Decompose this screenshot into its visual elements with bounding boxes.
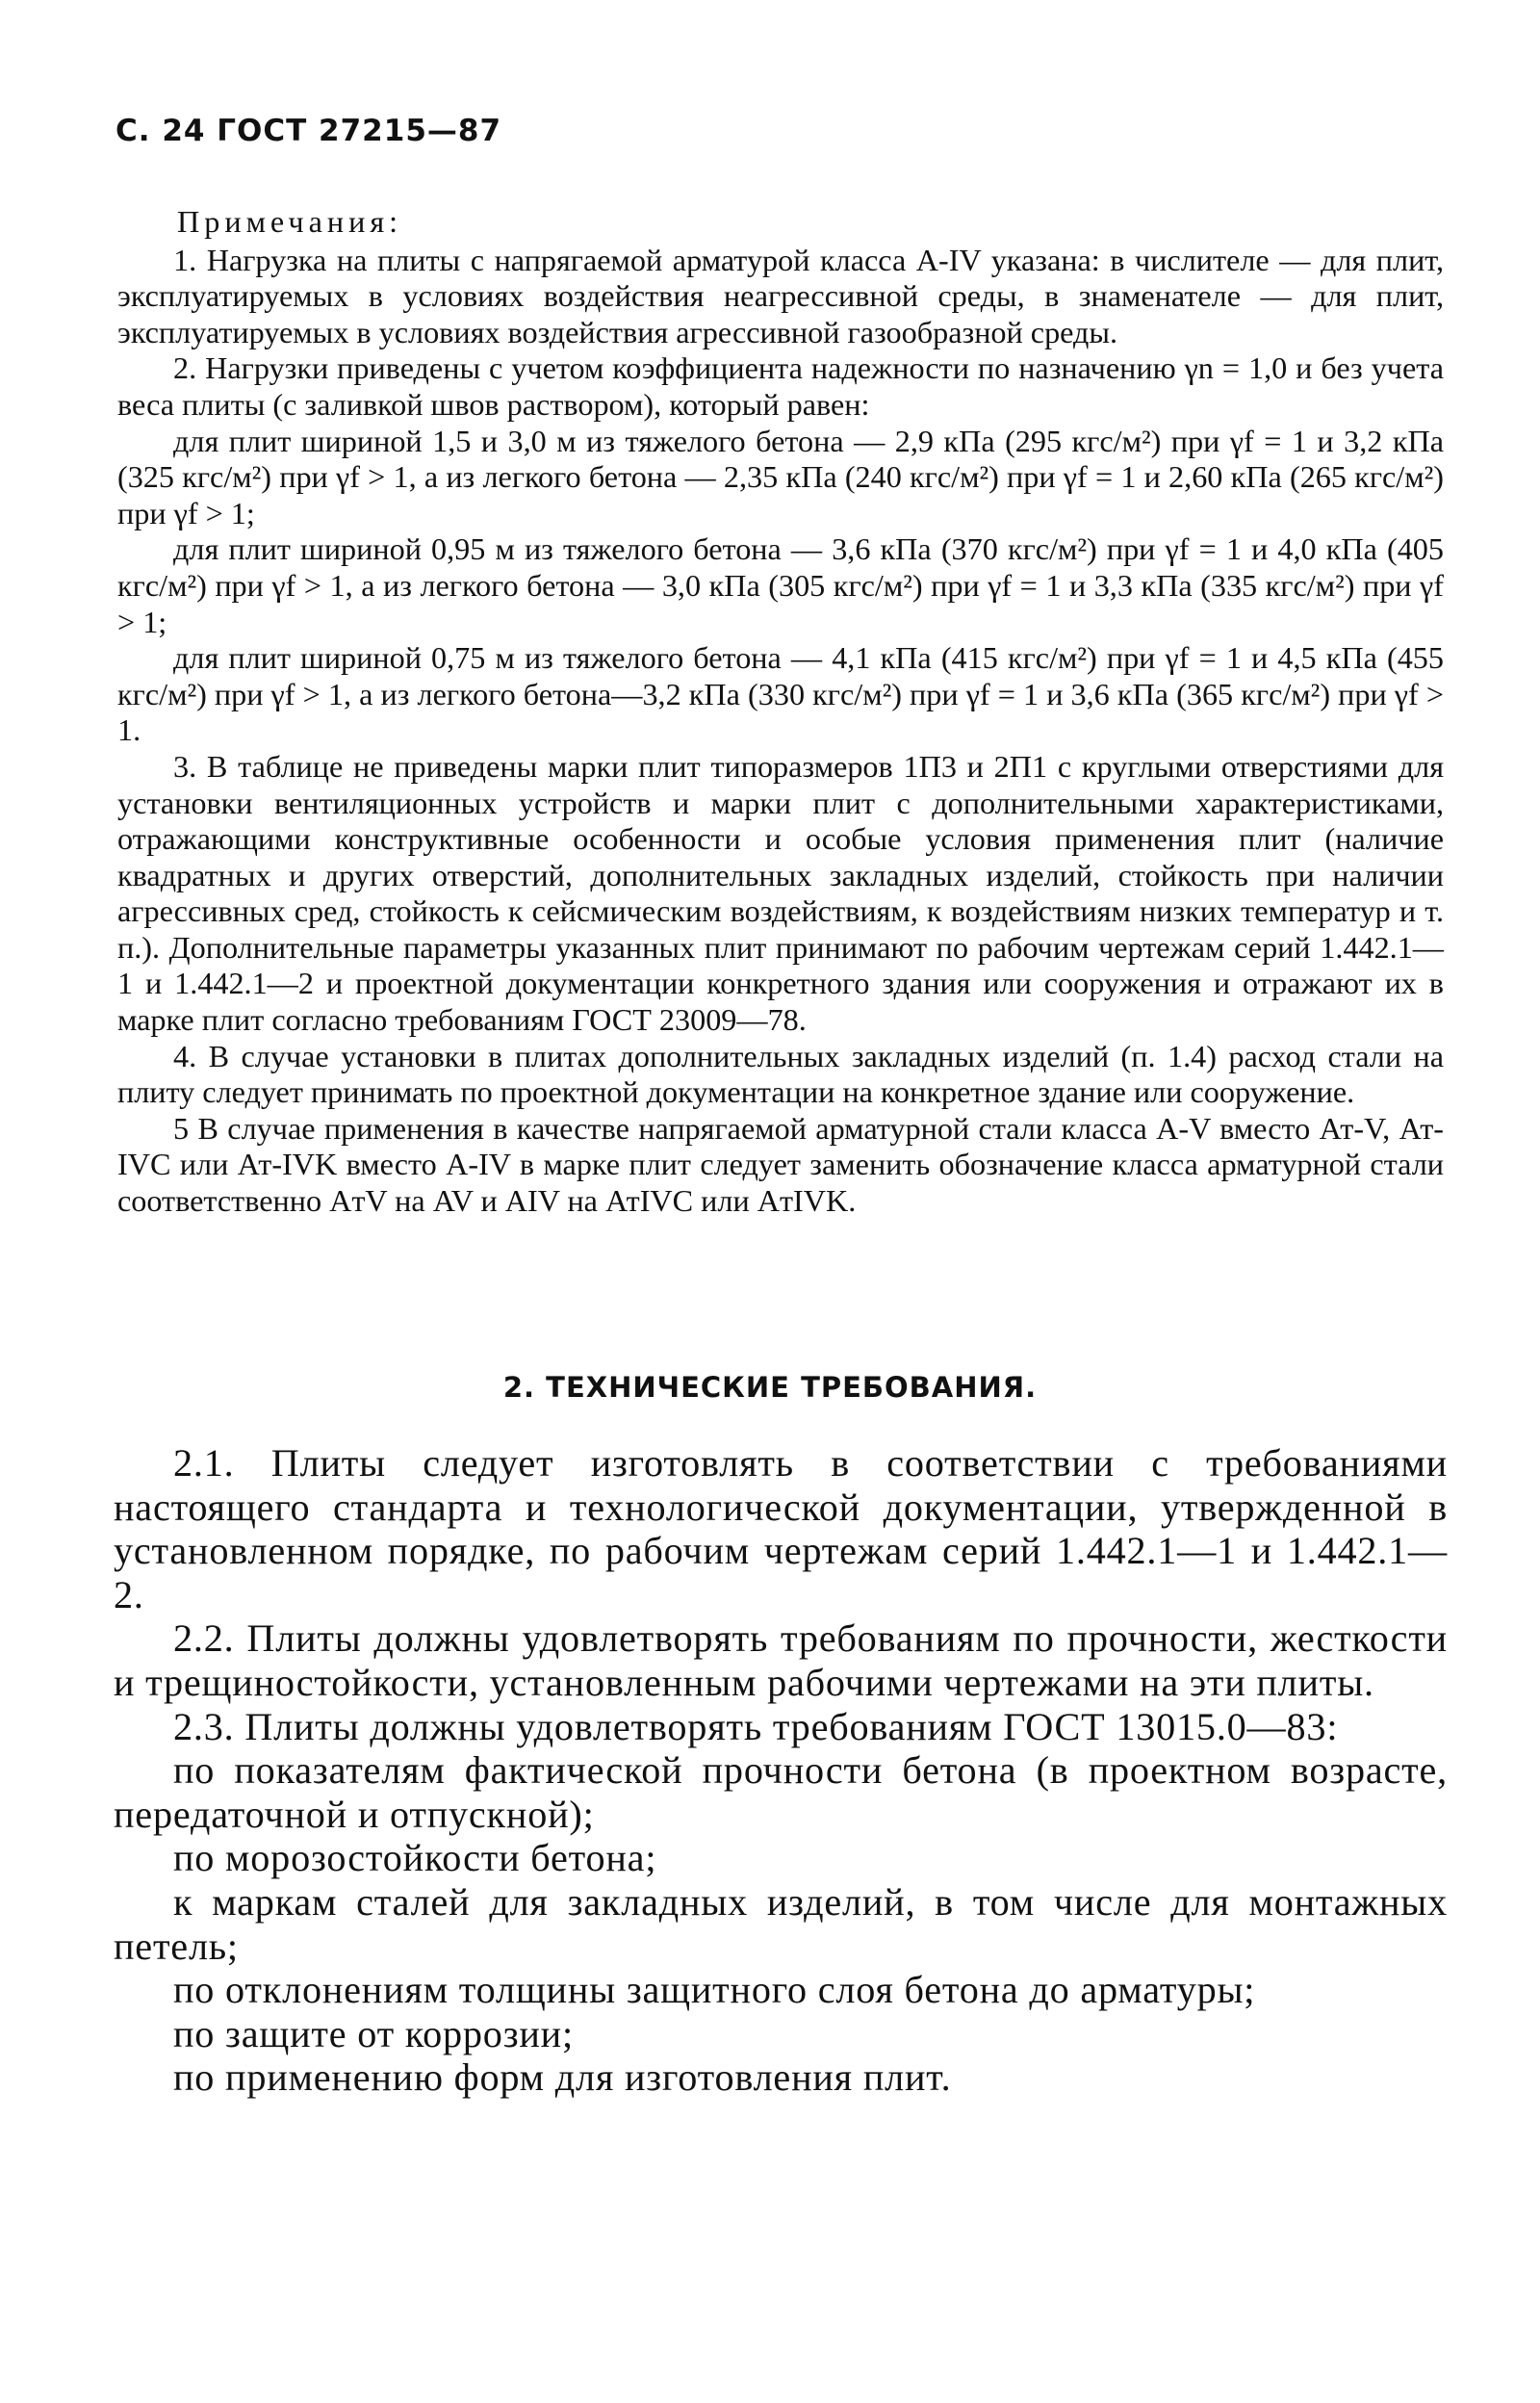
section-title: 2. ТЕХНИЧЕСКИЕ ТРЕБОВАНИЯ. [502,1371,1038,1404]
note-item: 1. Нагрузка на плиты с напрягаемой арматурой класса A-IV указана: в числителе — для плит, эксплуатируемых в условиях воздействия неагрессивной среды, в знаменателе — для плит, эксплуатируемых в условиях воздействия агрессивной газообразной среды. [117,242,1444,349]
note-item: 3. В таблице не приведены марки плит типоразмеров 1П3 и 2П1 с круглыми отверстиями для установки вентиляционных устройств и марки плит с дополнительными характеристиками, отражающими конструктивные особенности и особые условия применения плит (наличие квадратных и других отверстий, дополнительных закладных изделий, стойкость при наличии агрессивных сред, стойкость к сейсмическим воздействиям, к воздействиям низких температур и т. п.). Дополнительные параметры указанных плит принимают по рабочим чертежам серий 1.442.1—1 и 1.442.1—2 и проектной документации конкретного здания или сооружения и отражают их в марке плит согласно требованиям ГОСТ 23009—78. [117,748,1444,1038]
note-item: 2. Нагрузки приведены с учетом коэффициента надежности по назначению γn = 1,0 и без учета веса плиты (с заливкой швов раствором), который равен: [117,350,1444,422]
notes-title: Примечания: [177,204,403,239]
notes-block [117,204,1444,1220]
requirement-list-item: к маркам сталей для закладных изделий, в том числе для монтажных петель; [114,1879,1448,1968]
requirement-list-item: по защите от коррозии; [173,2011,574,2055]
section-body [114,1441,1448,2100]
requirement-list-item: по применению форм для изготовления плит. [173,2055,952,2100]
note-item: для плит шириной 0,75 м из тяжелого бетона — 4,1 кПа (415 кгс/м²) при γf = 1 и 4,5 кПа (455 кгс/м²) при γf > 1, а из легкого бетона—3,2 кПа (330 кгс/м²) при γf = 1 и 3,6 кПа (365 кгс/м²) при γf > 1. [117,640,1444,748]
note-item: 5 В случае применения в качестве напрягаемой арматурной стали класса A-V вместо Ат-V, Ат-IVC или Ат-IVK вместо A-IV в марке плит следует заменить обозначение класса арматурной стали соответственно AтV на AV и AIV на АтIVС или AтIVK. [117,1110,1444,1219]
note-item: для плит шириной 1,5 и 3,0 м из тяжелого бетона — 2,9 кПа (295 кгс/м²) при γf = 1 и 3,2 кПа (325 кгс/м²) при γf > 1, а из легкого бетона — 2,35 кПа (240 кгс/м²) при γf = 1 и 2,60 кПа (265 кгс/м²) при γf > 1; [117,423,1444,530]
note-item: 4. В случае установки в плитах дополнительных закладных изделий (п. 1.4) расход стали на плиту следует принимать по проектной документации на конкретное здание или сооружение. [117,1038,1444,1110]
requirement-list-item: по отклонениям толщины защитного слоя бетона до арматуры; [173,1968,1256,2012]
note-item: для плит шириной 0,95 м из тяжелого бетона — 3,6 кПа (370 кгс/м²) при γf = 1 и 4,0 кПа (405 кгс/м²) при γf > 1, а из легкого бетона — 3,0 кПа (305 кгс/м²) при γf = 1 и 3,3 кПа (335 кгс/м²) при γf > 1; [117,531,1444,639]
paragraph-2-1: 2.1. Плиты следует изготовлять в соответствии с требованиями настоящего стандарта и технологической документации, утвержденной в установленном порядке, по рабочим чертежам серий 1.442.1—1 и 1.442.1—2. [114,1441,1448,1616]
paragraph-2-3: 2.3. Плиты должны удовлетворять требованиям ГОСТ 13015.0—83: [173,1704,1339,1748]
page-header: С. 24 ГОСТ 27215—87 [116,114,502,148]
paragraph-2-2: 2.2. Плиты должны удовлетворять требованиям по прочности, жесткости и трещиностойкости, установленным рабочими чертежами на эти плиты. [114,1616,1448,1704]
requirement-list-item: по показателям фактической прочности бетона (в проектном возрасте, передаточной и отпускной); [114,1748,1448,1836]
requirement-list-item: по морозостойкости бетона; [173,1836,657,1880]
